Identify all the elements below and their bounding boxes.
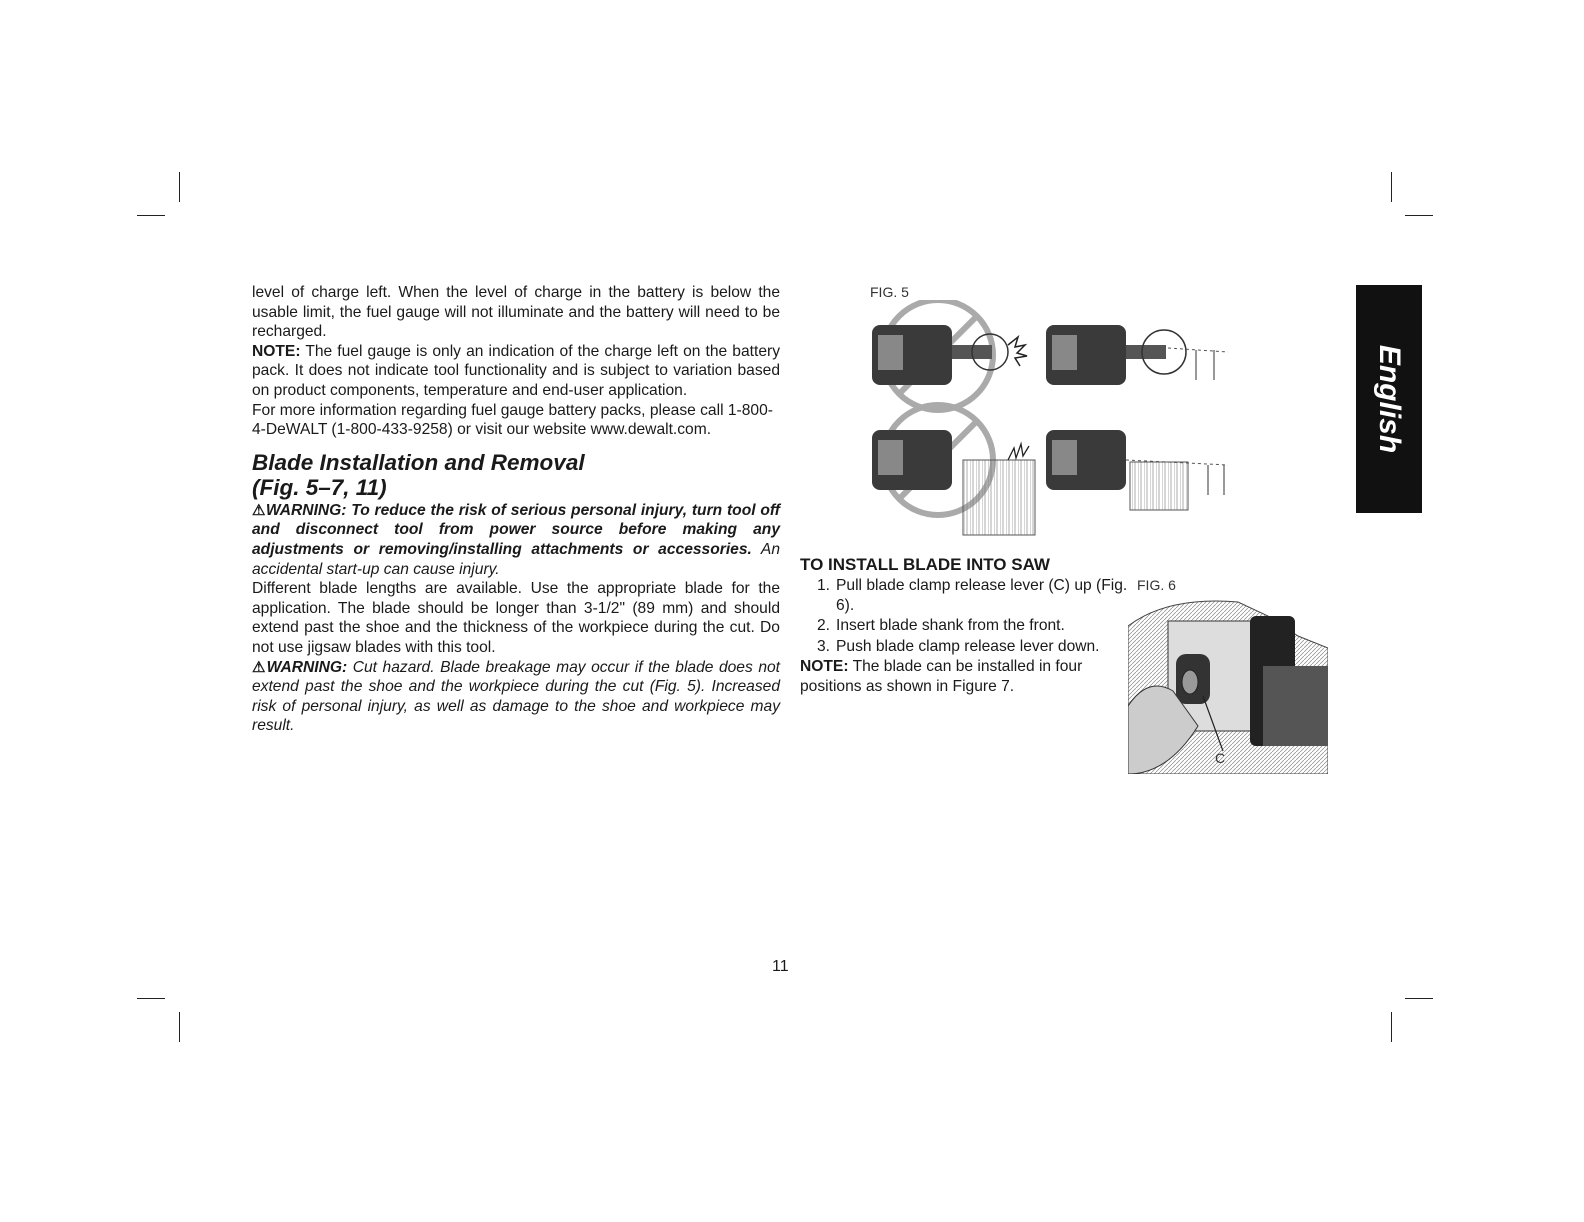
fig5-illustration: [868, 300, 1248, 540]
install-step: [800, 637, 1130, 657]
warning2-bold-text: WARNING:: [266, 658, 348, 676]
install-step: [800, 576, 1130, 616]
crop-mark: [137, 998, 165, 999]
install-section: [800, 554, 1130, 697]
note-paragraph: [252, 342, 780, 401]
install-note-text: The blade can be installed in four positions as shown in Figure 7.: [800, 657, 1083, 696]
fig5-saw-blade-correct-in-wood: [1046, 430, 1228, 510]
section-heading: [252, 450, 780, 500]
fig6-label: FIG. 6: [1137, 577, 1176, 593]
blade-length-paragraph: Different blade lengths are available. Use the appropriate blade for the application. The blade should be longer than 3-1/2" (89 mm) and should extend past the shoe and the thickness of the workpiece during the cut. Do not use jigsaw blades with this tool.: [252, 580, 780, 656]
step-text: Push blade clamp release lever down.: [836, 637, 1100, 655]
warning-icon: ⚠: [252, 501, 266, 519]
intro-paragraph: level of charge left. When the level of charge in the battery is below the usable limit, the fuel gauge will not illuminate and the battery will need to be recharged.: [252, 284, 780, 341]
crop-mark: [179, 1012, 180, 1042]
crop-mark: [1391, 1012, 1392, 1042]
contact-paragraph: For more information regarding fuel gauge battery packs, please call 1-800-4-DeWALT (1-800-433-9258) or visit our website www.dewalt.com.: [252, 401, 773, 439]
crop-mark: [137, 215, 165, 216]
note-text: The fuel gauge is only an indication of the charge left on the battery pack. It does not indicate tool functionality and is subject to variation based on product components, temperature and end-user application.: [252, 342, 780, 399]
fig5-label: FIG. 5: [870, 284, 909, 300]
install-note: [800, 657, 1130, 697]
step-text: Pull blade clamp release lever (C) up (Fig. 6).: [836, 577, 1128, 615]
fig5-saw-blade-correct-top: [1046, 325, 1228, 385]
step-text: Insert blade shank from the front.: [836, 617, 1065, 635]
install-note-label: NOTE:: [800, 657, 849, 675]
language-tab-label: English: [1373, 344, 1406, 454]
warning-icon: ⚠: [252, 658, 267, 676]
note-label: NOTE:: [252, 342, 301, 360]
install-step: [800, 616, 1130, 636]
crop-mark: [1391, 172, 1392, 202]
install-heading: TO INSTALL BLADE INTO SAW: [800, 555, 1050, 574]
crop-mark: [1405, 998, 1433, 999]
step-number: 2.: [816, 617, 830, 635]
fig6-callout-c: C: [1215, 750, 1226, 766]
crop-mark: [1405, 215, 1433, 216]
page-number: 11: [772, 958, 789, 975]
section-heading-line2: (Fig. 5–7, 11): [252, 474, 387, 500]
crop-mark: [179, 172, 180, 202]
warning2-italic-text: Cut hazard. Blade breakage may occur if the blade does not extend past the shoe and the workpiece during the cut (Fig. 5). Increased risk of personal injury, as well as damage to the shoe and workpiece may result.: [252, 658, 780, 735]
section-heading-line1: Blade Installation and Removal: [252, 449, 585, 475]
warning-paragraph-2: [252, 658, 780, 736]
left-column: [252, 283, 780, 736]
fig5-saw-blade-too-short: [872, 300, 1027, 410]
fig6-illustration: [1128, 596, 1328, 774]
warning-paragraph-1: [252, 501, 780, 579]
language-tab: [1356, 285, 1422, 513]
warning1-italic-text: An accidental start-up can cause injury.: [252, 540, 780, 578]
step-number: 3.: [816, 637, 830, 655]
step-number: 1.: [816, 577, 830, 594]
fig5-saw-blade-short-in-wood: [872, 405, 1035, 535]
warning1-bold-text: WARNING: To reduce the risk of serious personal injury, turn tool off and disconnect tool from power source before making any adjustments or removing/installing attachments or accessories.: [252, 501, 780, 558]
